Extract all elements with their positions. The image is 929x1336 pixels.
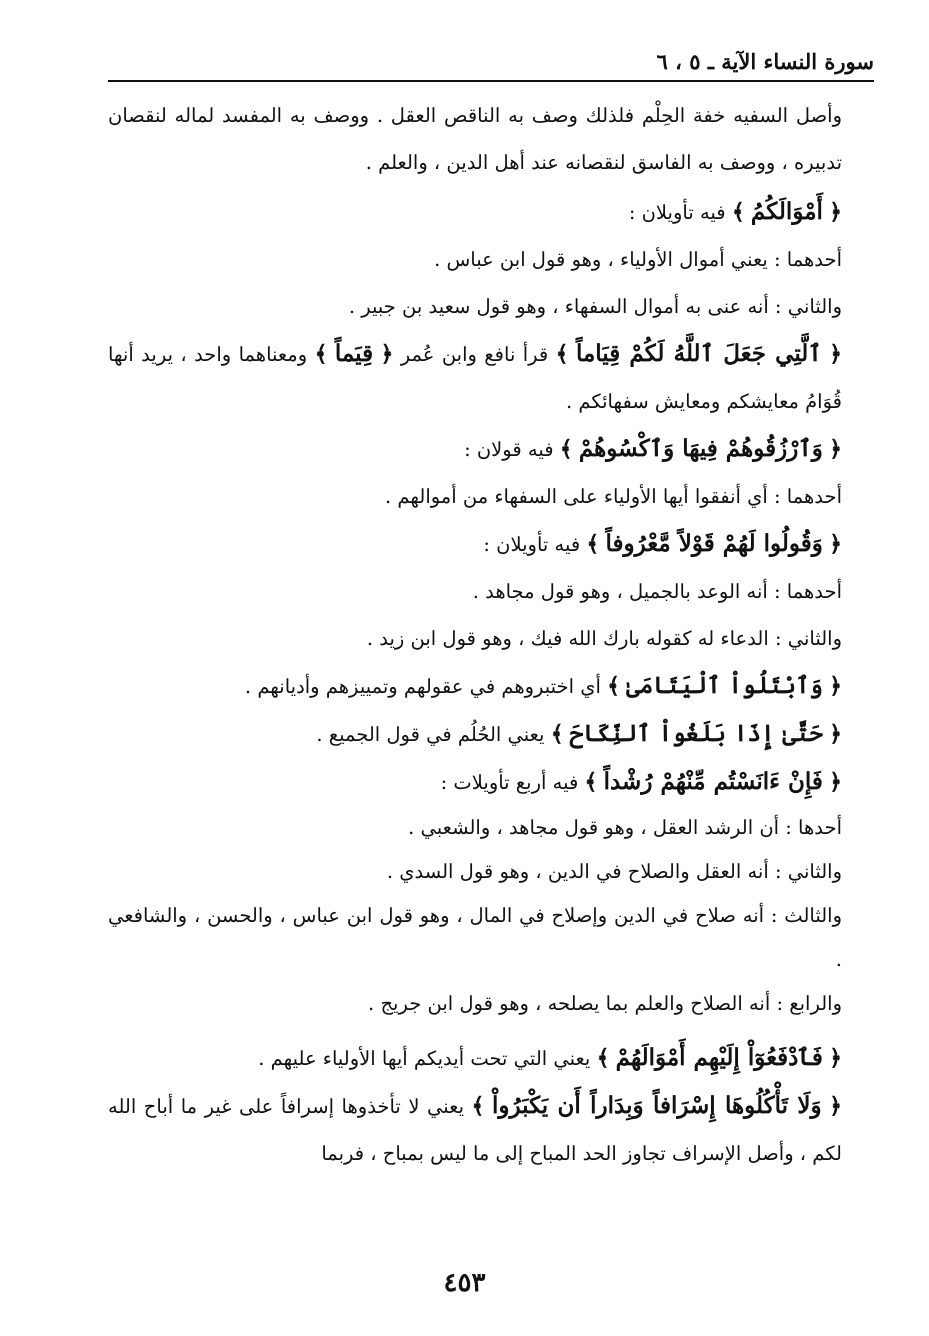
verse-close-bracket: ﴾	[555, 341, 569, 367]
verse-open-bracket: ﴿	[829, 721, 842, 747]
verse-close-bracket: ﴾	[314, 341, 328, 367]
paragraph-second-interpretation: والثاني : أنه عنى به أموال السفهاء ، وهو قول سعيد بن جبير .	[348, 295, 842, 318]
page-number: ٤٥٣	[443, 1268, 486, 1298]
verse-close-bracket: ﴾	[559, 436, 573, 462]
header-rule	[108, 80, 874, 82]
verse-close-bracket: ﴾	[731, 199, 745, 225]
running-header	[108, 44, 874, 80]
paragraph-first-interpretation: أحدهما : يعني أموال الأولياء ، وهو قول ابن عباس .	[434, 248, 842, 271]
paragraph-wa-qulu: ﴿ وَقُولُوا لَهُمْ قَوْلاً مَّعْرُوفاً ﴾ فيه تأويلان :	[483, 530, 842, 557]
paragraph-rushd-fourth: والرابع : أنه الصلاح والعلم بما يصلحه ، وهو قول ابن جريج .	[368, 992, 842, 1015]
quran-verse: وَقُولُوا لَهُمْ قَوْلاً مَّعْرُوفاً	[605, 530, 823, 557]
quran-verse: فَإِنْ ءَانَسْتُم مِّنْهُمْ رُشْداً	[603, 768, 823, 795]
paragraph-fa-in-anastum: ﴿ فَإِنْ ءَانَسْتُم مِّنْهُمْ رُشْداً ﴾ فيه أربع تأويلات :	[440, 768, 842, 795]
paragraph-safih-definition: وأصل السفيه خفة الحِلْم فلذلك وصف به الناقص العقل . ووصف به المفسد لماله لنقصان تدبيره ، ووصف به الفاسق لنقصانه عند أهل الدين ، والعلم .	[108, 104, 842, 174]
paragraph-wabtalu: ﴿ وَٱبْتَلُواْ ٱلْيَتَامَىٰ ﴾ أي اختبروهم في عقولهم وتمييزهم وأديانهم .	[244, 672, 842, 699]
quran-verse: فَٱدْفَعُوٓاْ إِلَيْهِم أَمْوَالَهُمْ	[615, 1044, 823, 1071]
paragraph-first-interpretation-promise: أحدهما : أنه الوعد بالجميل ، وهو قول مجاهد .	[472, 580, 842, 603]
paragraph-warzuquhum: ﴿ وَٱرْزُقُوهُمْ فِيهَا وَٱكْسُوهُمْ ﴾ فيه قولان :	[464, 435, 842, 462]
quran-verse: قِيَماً	[334, 340, 374, 367]
verse-open-bracket: ﴿	[829, 673, 842, 699]
verse-open-bracket: ﴿	[829, 531, 842, 557]
paragraph-first-saying: أحدهما : أي أنفقوا أيها الأولياء على السفهاء من أموالهم .	[385, 485, 842, 508]
verse-close-bracket: ﴾	[471, 1093, 485, 1119]
quran-verse: وَلَا تَأْكُلُوهَا إِسْرَافاً وَبِدَاراً أَن يَكْبَرُواْ	[491, 1092, 822, 1119]
quran-verse: أَمْوَالَكُمُ	[750, 198, 823, 225]
paragraph-rushd-second: والثاني : أنه العقل والصلاح في الدين ، وهو قول السدي .	[386, 860, 842, 883]
verse-close-bracket: ﴾	[596, 1045, 610, 1071]
verse-open-bracket: ﴿	[829, 1045, 842, 1071]
quran-verse: وَٱبْتَلُواْ ٱلْيَتَامَىٰ	[626, 672, 823, 699]
paragraph-amwalakum: ﴿ أَمْوَالَكُمُ ﴾ فيه تأويلان :	[628, 198, 842, 225]
verse-open-bracket: ﴿	[829, 436, 842, 462]
running-title: سورة النساء الآية ـ ٥ ، ٦	[656, 49, 874, 74]
verse-open-bracket: ﴿	[829, 769, 842, 795]
verse-close-bracket: ﴾	[584, 769, 598, 795]
quran-verse: حَتَّىٰ إِذَا بَلَغُواْ ٱلنِّكَاحَ	[569, 720, 823, 747]
paragraph-fadfau: ﴿ فَٱدْفَعُوٓاْ إِلَيْهِم أَمْوَالَهُمْ ﴾ يعني التي تحت أيديكم أيها الأولياء عليهم .	[258, 1044, 842, 1071]
verse-open-bracket: ﴿	[829, 341, 843, 367]
paragraph-allati-jaala: ﴿ ٱلَّتِي جَعَلَ ٱللَّهُ لَكُمْ قِيَاماً ﴾ قرأ نافع وابن عُمر ﴿ قِيَماً ﴾ ومعناهما واحد ، يريد أنها قُوَامُ معايشكم ومعايش سفهائكم .	[108, 340, 843, 413]
paragraph-rushd-first: أحدها : أن الرشد العقل ، وهو قول مجاهد ، والشعبي .	[408, 816, 842, 839]
verse-close-bracket: ﴾	[586, 531, 600, 557]
verse-open-bracket: ﴿	[380, 341, 394, 367]
quran-verse: ٱلَّتِي جَعَلَ ٱللَّهُ لَكُمْ قِيَاماً	[575, 340, 822, 367]
verse-open-bracket: ﴿	[829, 1093, 842, 1119]
paragraph-second-interpretation-dua: والثاني : الدعاء له كقوله بارك الله فيك ، وهو قول ابن زيد .	[366, 627, 842, 650]
verse-close-bracket: ﴾	[607, 673, 621, 699]
verse-close-bracket: ﴾	[550, 721, 564, 747]
paragraph-hatta-idha: ﴿ حَتَّىٰ إِذَا بَلَغُواْ ٱلنِّكَاحَ ﴾ يعني الحُلُم في قول الجميع .	[316, 720, 842, 747]
paragraph-rushd-third: والثالث : أنه صلاح في الدين وإصلاح في المال ، وهو قول ابن عباس ، والحسن ، والشافعي .	[108, 904, 842, 971]
page-body	[108, 92, 868, 1177]
verse-open-bracket: ﴿	[829, 199, 842, 225]
paragraph-wala-takuluha: ﴿ وَلَا تَأْكُلُوهَا إِسْرَافاً وَبِدَاراً أَن يَكْبَرُواْ ﴾ يعني لا تأخذوها إسرافاً على غير ما أباح الله لكم ، وأصل الإسراف تجاوز الحد المباح إلى ما ليس بمباح ، فربما	[108, 1092, 842, 1165]
quran-verse: وَٱرْزُقُوهُمْ فِيهَا وَٱكْسُوهُمْ	[578, 435, 823, 462]
